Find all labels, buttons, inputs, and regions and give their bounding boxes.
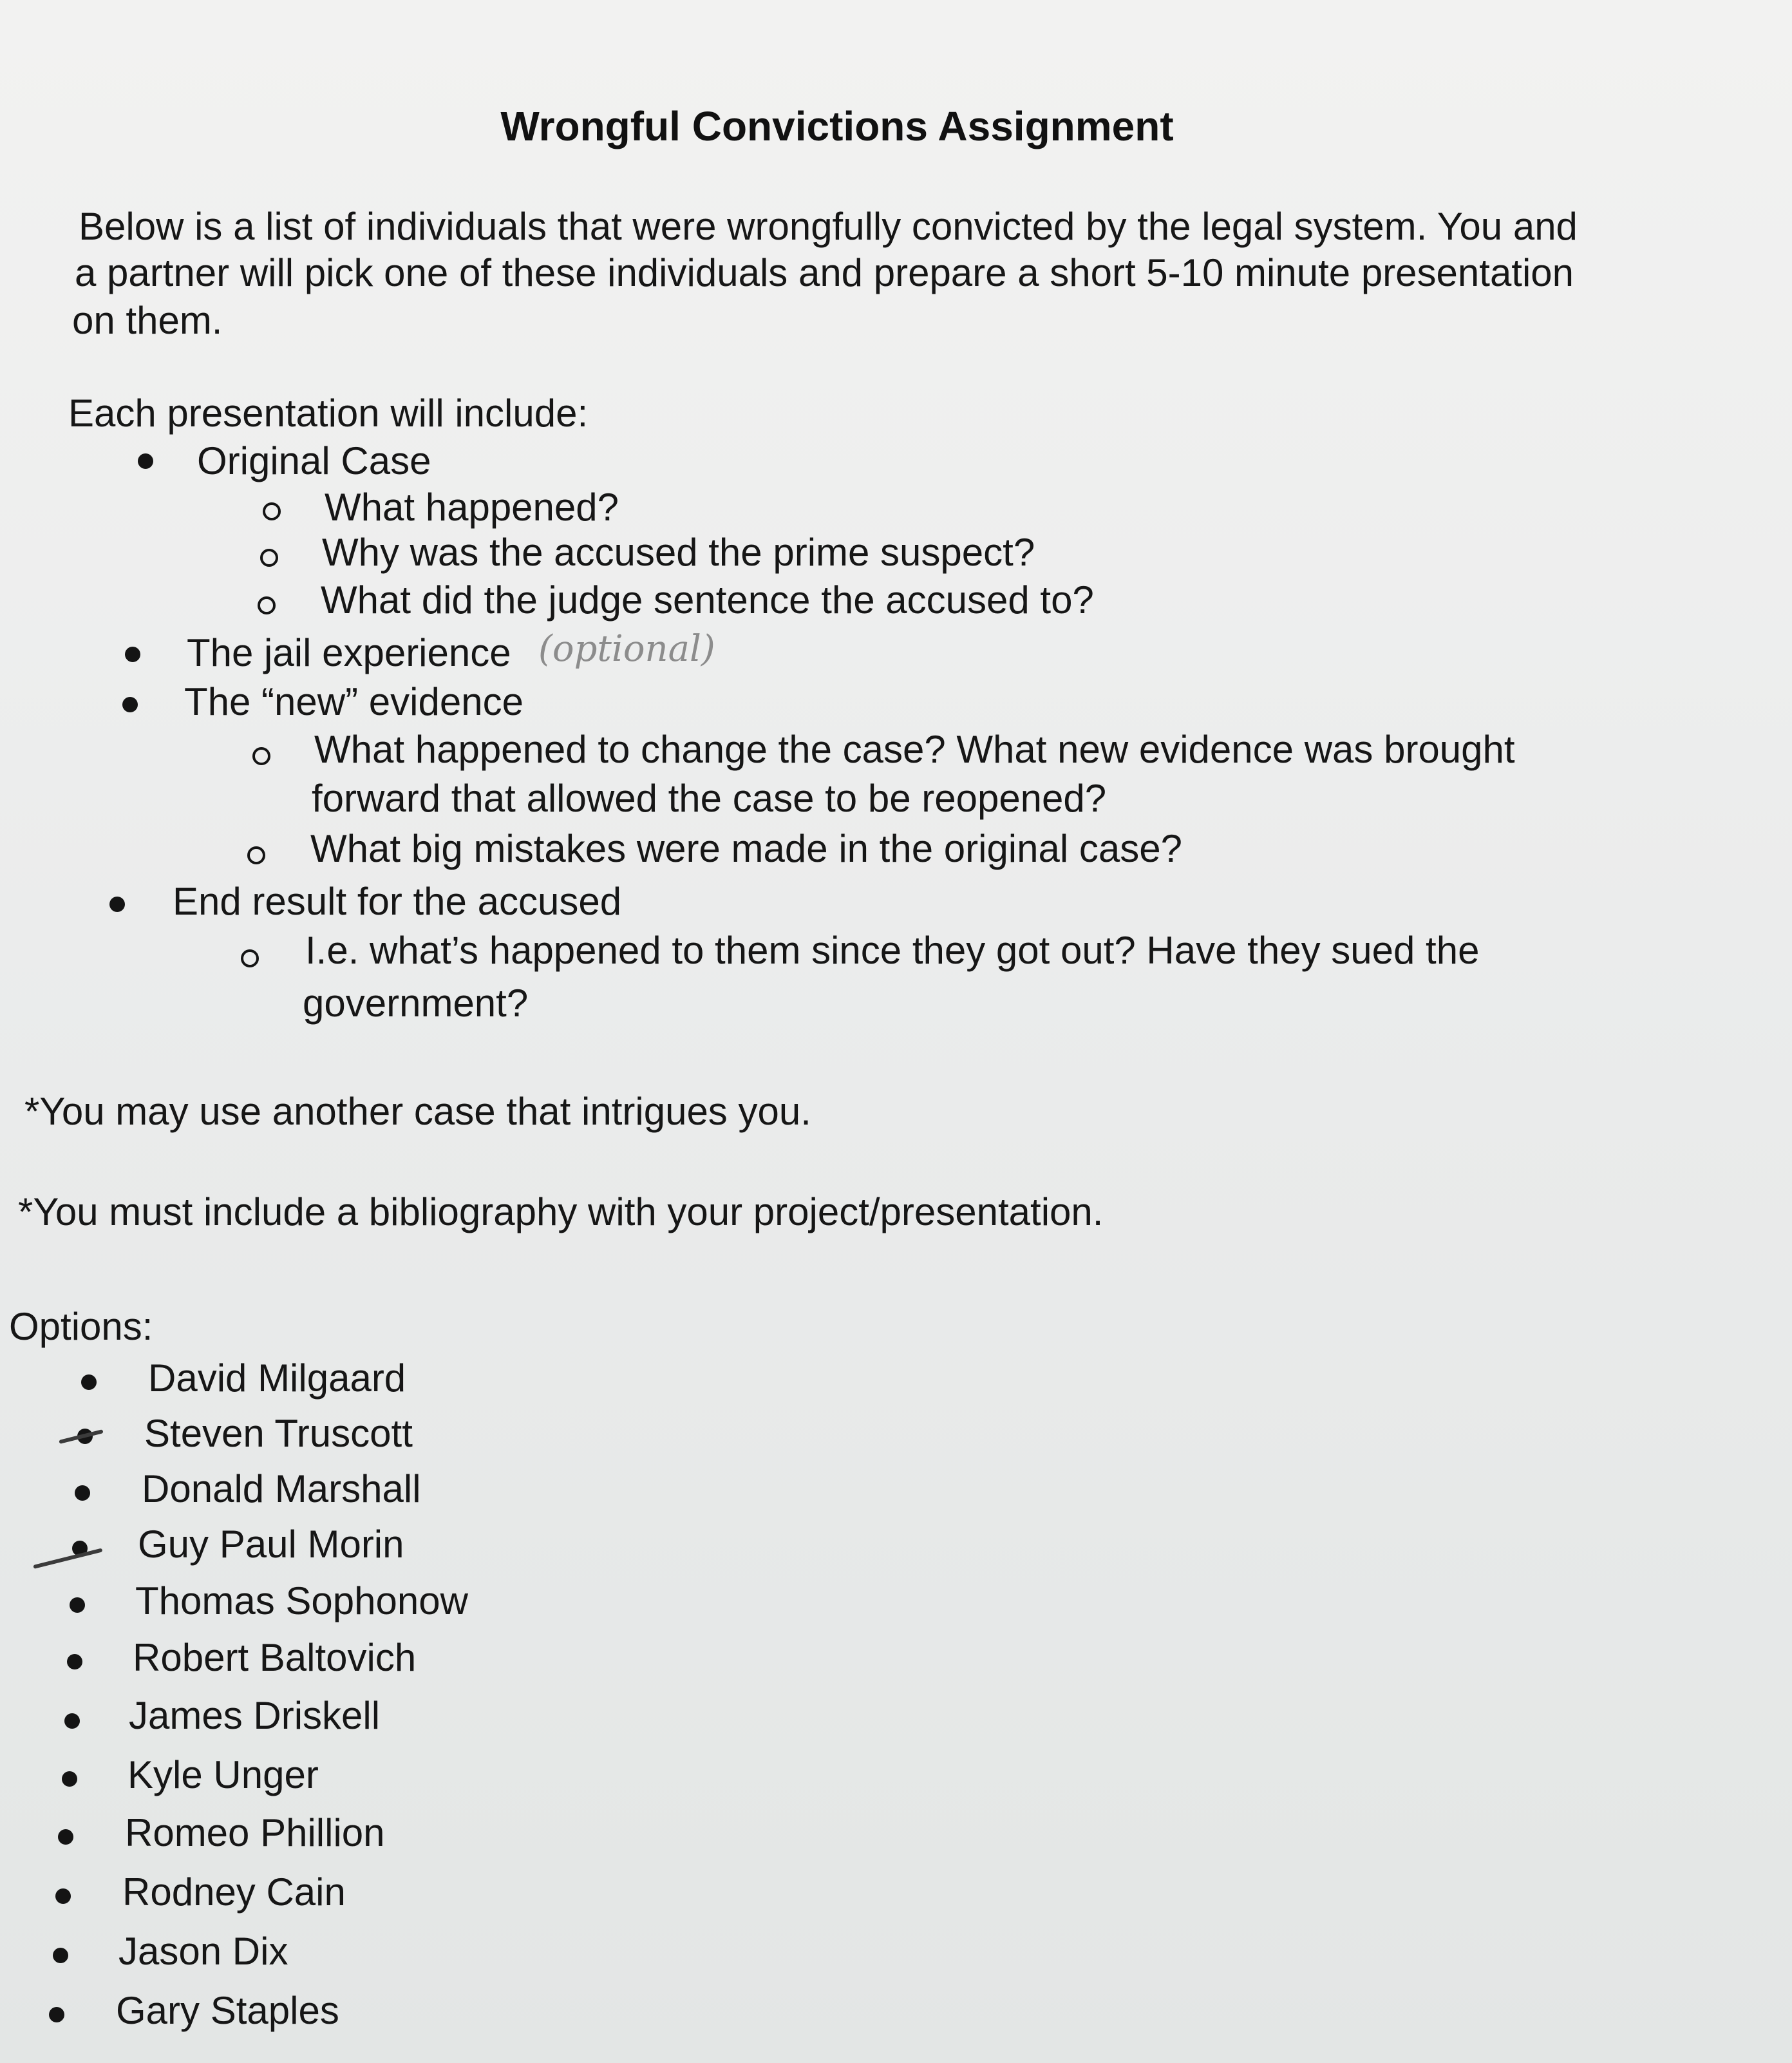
option-item: Thomas Sophonow <box>135 1579 468 1622</box>
section-new-evidence: The “new” evidence <box>184 680 523 723</box>
intro-line-2: a partner will pick one of these individuals and prepare a short 5-10 minute presentation <box>75 251 1574 294</box>
subitem-change-case-2: forward that allowed the case to be reopened? <box>312 777 1107 820</box>
note-bibliography: *You must include a bibliography with your project/presentation. <box>18 1190 1104 1233</box>
bullet-icon <box>67 1654 82 1669</box>
option-item: Guy Paul Morin <box>138 1523 404 1566</box>
section-end-result: End result for the accused <box>173 880 622 923</box>
subitem-prime-suspect: Why was the accused the prime suspect? <box>322 531 1035 574</box>
handwritten-note-optional: (optional) <box>538 628 715 670</box>
bullet-icon <box>138 453 153 469</box>
subitem-what-happened: What happened? <box>325 486 619 529</box>
circle-bullet-icon <box>258 596 276 614</box>
bullet-icon <box>70 1597 85 1613</box>
circle-bullet-icon <box>241 949 259 967</box>
circle-bullet-icon <box>260 549 278 567</box>
bullet-icon <box>75 1485 90 1501</box>
subitem-since-out-2: government? <box>303 982 529 1025</box>
options-heading: Options: <box>9 1305 153 1348</box>
option-item: Jason Dix <box>118 1930 288 1973</box>
bullet-icon <box>53 1948 68 1963</box>
document-title: Wrongful Convictions Assignment <box>500 103 1174 149</box>
section-jail-experience: The jail experience <box>187 631 511 674</box>
includes-heading: Each presentation will include: <box>68 392 589 435</box>
subitem-change-case-1: What happened to change the case? What new evidence was brought <box>314 728 1515 771</box>
subitem-sentence: What did the judge sentence the accused to? <box>321 578 1094 622</box>
option-item: James Driskell <box>129 1694 381 1737</box>
pen-checkmark-icon <box>33 1548 102 1568</box>
circle-bullet-icon <box>252 747 270 765</box>
option-item: Rodney Cain <box>122 1870 346 1914</box>
bullet-icon <box>62 1771 77 1787</box>
subitem-big-mistakes: What big mistakes were made in the original case? <box>310 827 1182 870</box>
option-item: Robert Baltovich <box>133 1636 417 1679</box>
circle-bullet-icon <box>247 846 265 864</box>
bullet-icon <box>109 897 125 912</box>
bullet-icon <box>125 647 140 662</box>
circle-bullet-icon <box>263 502 281 520</box>
option-item: Romeo Phillion <box>125 1811 385 1854</box>
option-item: Steven Truscott <box>144 1412 413 1455</box>
bullet-icon <box>64 1713 80 1729</box>
bullet-icon <box>58 1829 73 1845</box>
bullet-icon <box>81 1374 97 1390</box>
bullet-icon <box>122 697 138 712</box>
section-original-case: Original Case <box>197 439 431 482</box>
bullet-icon <box>49 2007 64 2022</box>
subitem-since-out-1: I.e. what’s happened to them since they got out? Have they sued the <box>305 929 1480 972</box>
note-another-case: *You may use another case that intrigues you. <box>24 1090 811 1133</box>
option-item: Donald Marshall <box>142 1467 421 1510</box>
option-item: Gary Staples <box>116 1989 339 2032</box>
option-item: David Milgaard <box>148 1356 406 1400</box>
option-item: Kyle Unger <box>127 1753 319 1796</box>
bullet-icon <box>55 1888 71 1904</box>
intro-line-3: on them. <box>72 299 223 342</box>
intro-line-1: Below is a list of individuals that were wrongfully convicted by the legal system. You and <box>79 205 1578 248</box>
